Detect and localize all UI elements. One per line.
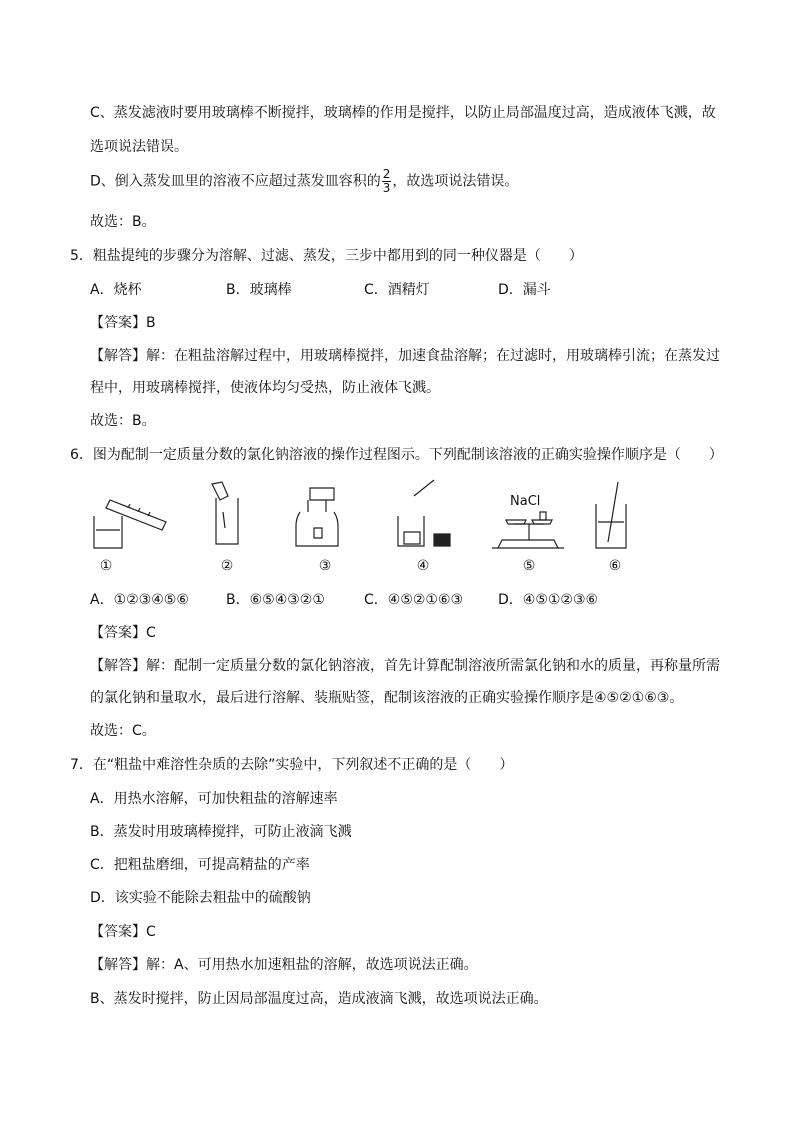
item-c-line2: 选项说法错误。 bbox=[90, 139, 188, 155]
q6-analysis-line2: 的氯化钠和量取水，最后进行溶解、装瓶贴签，配制该溶液的正确实验操作顺序是④⑤②①⑥③。 bbox=[90, 690, 684, 706]
q6-option-c: C．④⑤②①⑥③ bbox=[364, 592, 464, 608]
bottling-icon bbox=[296, 488, 338, 546]
figure-label-5: ⑤ bbox=[522, 558, 536, 574]
weighing-reagent-icon bbox=[398, 480, 450, 546]
pouring-water-icon bbox=[94, 500, 166, 548]
figure-label-3: ③ bbox=[318, 558, 332, 574]
q5-answer: 【答案】B bbox=[90, 315, 156, 331]
q5-option-b: B．玻璃棒 bbox=[226, 282, 292, 298]
q6-stem: 6．图为配制一定质量分数的氯化钠溶液的操作过程图示。下列配制该溶液的正确实验操作顺序是（ ） bbox=[70, 447, 723, 463]
q6-option-a: A．①②③④⑤⑥ bbox=[90, 592, 189, 608]
q5-analysis-line2: 程中，用玻璃棒搅拌，使液体均匀受热，防止液体飞溅。 bbox=[90, 380, 440, 396]
q7-analysis-line2: B、蒸发时搅拌，防止因局部温度过高，造成液滴飞溅，故选项说法正确。 bbox=[90, 991, 548, 1007]
pouring-salt-beaker-icon bbox=[212, 482, 238, 544]
fraction-numerator: 2 bbox=[382, 167, 391, 181]
fraction bbox=[382, 168, 392, 195]
q7-option-d: D．该实验不能除去粗盐中的硫酸钠 bbox=[90, 890, 311, 906]
nacl-label: NaCl bbox=[510, 494, 541, 509]
q6-figure bbox=[88, 478, 648, 578]
item-d-prefix: D、倒入蒸发皿里的溶液不应超过蒸发皿容积的 bbox=[90, 173, 381, 190]
conclusion-4: 故选：B。 bbox=[90, 214, 156, 230]
q5-analysis-line1: 【解答】解：在粗盐溶解过程中，用玻璃棒搅拌，加速食盐溶解；在过滤时，用玻璃棒引流；在蒸发过 bbox=[90, 348, 720, 364]
figure-label-6: ⑥ bbox=[608, 558, 622, 574]
figure-label-1: ① bbox=[99, 558, 113, 574]
q6-conclusion: 故选：C。 bbox=[90, 723, 156, 739]
q7-analysis-line1: 【解答】解：A、可用热水加速粗盐的溶解，故选项说法正确。 bbox=[90, 957, 478, 973]
q7-option-c: C．把粗盐磨细，可提高精盐的产率 bbox=[90, 857, 310, 873]
item-d-suffix: ，故选项说法错误。 bbox=[392, 173, 519, 190]
q7-option-b: B．蒸发时用玻璃棒搅拌，可防止液滴飞溅 bbox=[90, 824, 352, 840]
item-d-line bbox=[90, 168, 518, 195]
figure-label-2: ② bbox=[220, 558, 234, 574]
item-c-line1: C、蒸发滤液时要用玻璃棒不断搅拌，玻璃棒的作用是搅拌，以防止局部温度过高，造成液体飞溅，故 bbox=[90, 105, 716, 121]
q5-option-a: A．烧杯 bbox=[90, 282, 142, 298]
q6-analysis-line1: 【解答】解：配制一定质量分数的氯化钠溶液，首先计算配制溶液所需氯化钠和水的质量，再称量所需 bbox=[90, 658, 720, 674]
figure-label-4: ④ bbox=[416, 558, 430, 574]
q7-answer: 【答案】C bbox=[90, 924, 156, 940]
dissolving-stirring-icon bbox=[596, 482, 626, 548]
fraction-denominator: 3 bbox=[382, 181, 391, 195]
q5-option-d: D．漏斗 bbox=[498, 282, 551, 298]
q6-option-d: D．④⑤①②③⑥ bbox=[498, 592, 599, 608]
q5-stem: 5．粗盐提纯的步骤分为溶解、过滤、蒸发，三步中都用到的同一种仪器是（ ） bbox=[70, 248, 583, 264]
q5-option-c: C．酒精灯 bbox=[364, 282, 430, 298]
q7-option-a: A．用热水溶解，可加快粗盐的溶解速率 bbox=[90, 791, 338, 807]
q6-option-b: B．⑥⑤④③②① bbox=[226, 592, 325, 608]
balance-icon bbox=[492, 512, 564, 548]
q5-conclusion: 故选：B。 bbox=[90, 413, 156, 429]
lab-operations-illustration bbox=[88, 478, 648, 558]
q7-stem: 7．在“粗盐中难溶性杂质的去除”实验中，下列叙述不正确的是（ ） bbox=[70, 757, 514, 773]
q6-answer: 【答案】C bbox=[90, 625, 156, 641]
